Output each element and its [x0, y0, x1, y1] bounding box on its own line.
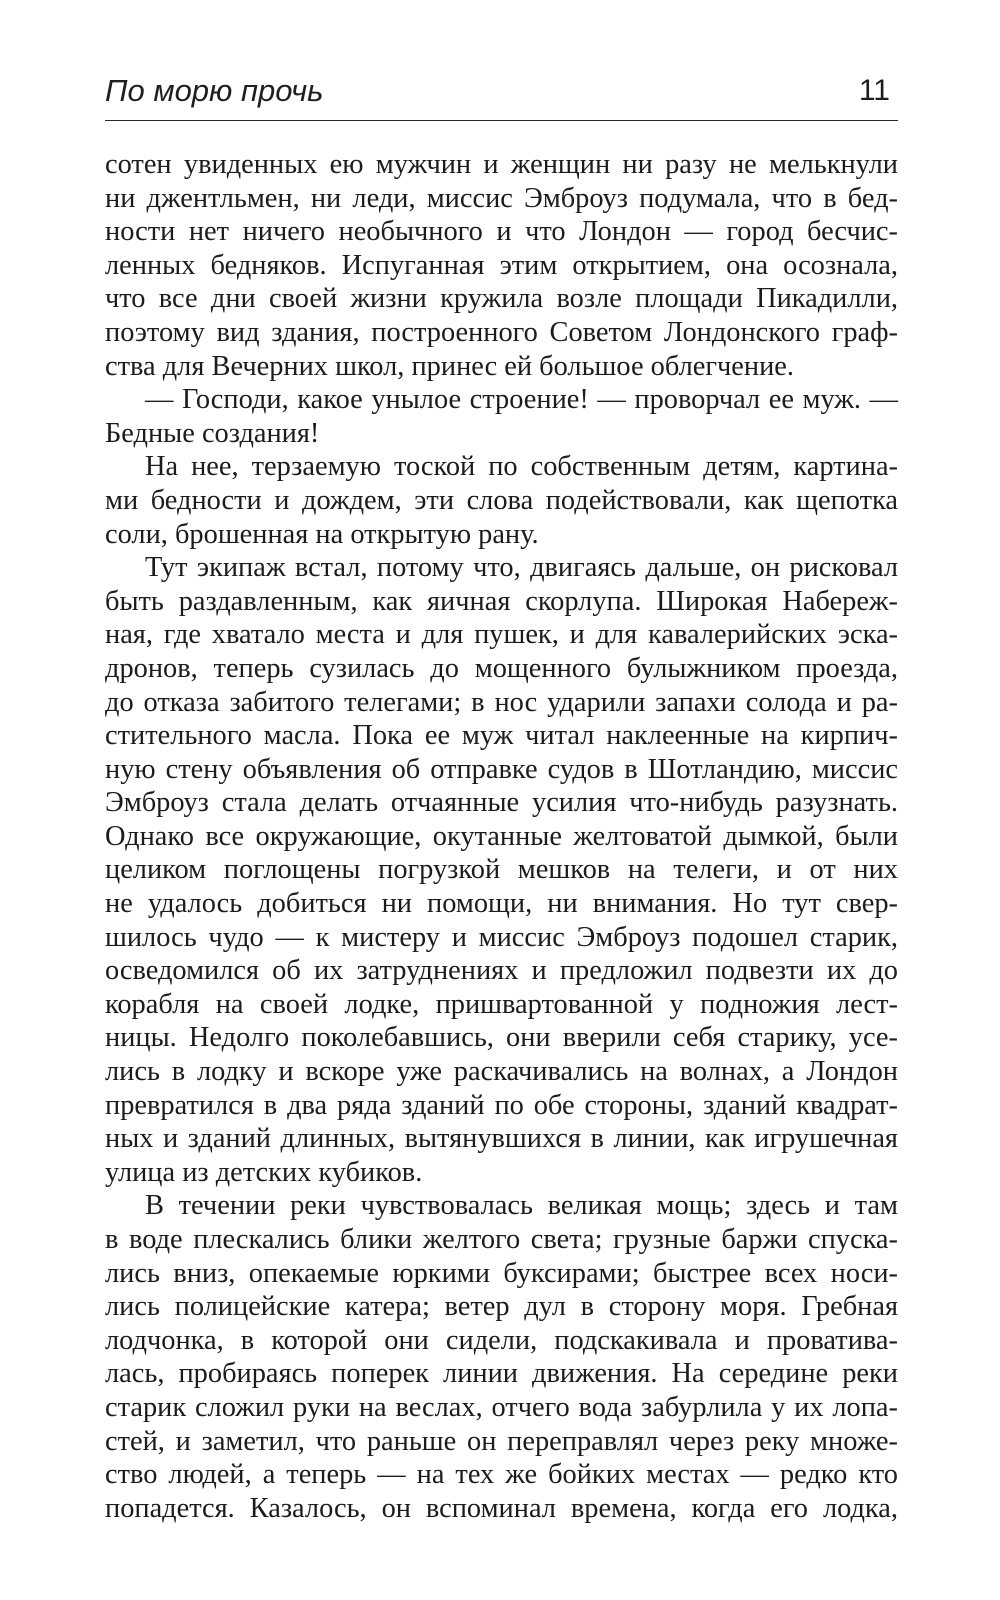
text-line: ности нет ничего необычного и что Лондон — город бесчис- [105, 216, 898, 248]
paragraph [105, 383, 898, 450]
text-line: соли, брошенная на открытую рану. [105, 518, 539, 550]
text-line: старик сложил руки на веслах, отчего вода забурлила у их лопа- [105, 1391, 898, 1423]
text-line: до отказа забитого телегами; в нос ударили запахи солода и ра- [105, 686, 898, 718]
text-line: ми бедности и дождем, эти слова подействовали, как щепотка [105, 484, 898, 516]
text-line: превратился в два ряда зданий по обе стороны, зданий квадрат- [105, 1089, 898, 1121]
text-line: лодчонка, в которой они сидели, подскакивала и проватива- [105, 1324, 898, 1356]
text-line: дронов, теперь сузилась до мощенного булыжником проезда, [105, 652, 898, 684]
text-line: ство людей, а теперь — на тех же бойких местах — редко кто [105, 1459, 898, 1491]
text-line: улица из детских кубиков. [105, 1156, 423, 1188]
text-line: ни джентльмен, ни леди, миссис Эмброуз подумала, что в бед- [105, 182, 898, 214]
text-line: — Господи, какое унылое строение! — проворчал ее муж. — [145, 384, 898, 416]
body-text [105, 148, 898, 1525]
text-line: корабля на своей лодке, пришвартованной у подножия лест- [105, 988, 898, 1020]
text-line: в воде плескались блики желтого света; грузные баржи спуска- [105, 1224, 898, 1255]
text-line: попадется. Казалось, он вспоминал времена, когда его лодка, [105, 1492, 898, 1524]
page-number: 11 [858, 74, 890, 107]
text-line: ных и зданий длинных, вытянувшихся в линии, как игрушечная [105, 1123, 898, 1155]
running-head [105, 68, 898, 121]
text-line: что все дни своей жизни кружила возле площади Пикадилли, [105, 283, 898, 315]
text-line: ства для Вечерних школ, принес ей большое облегчение. [105, 350, 794, 382]
text-line: Эмброуз стала делать отчаянные усилия что-нибудь разузнать. [105, 787, 898, 819]
text-line: лись в лодку и вскоре уже раскачивались на волнах, а Лондон [105, 1056, 898, 1088]
text-line: осведомился об их затруднениях и предложил подвезти их до [105, 955, 898, 987]
text-line: На нее, терзаемую тоской по собственным детям, картина- [145, 451, 898, 483]
text-line: Однако все окружающие, окутанные желтоватой дымкой, были [105, 820, 898, 852]
text-line: лись вниз, опекаемые юркими буксирами; быстрее всех носи- [105, 1257, 898, 1289]
text-line: стительного масла. Пока ее муж читал наклеенные на кирпич- [105, 720, 898, 752]
text-line: В течении реки чувствовалась великая мощь; здесь и там [145, 1190, 898, 1222]
text-line: лись полицейские катера; ветер дул в сторону моря. Гребная [105, 1291, 898, 1323]
running-title: По морю прочь [105, 73, 324, 108]
paragraph [105, 1189, 898, 1525]
text-line: ленных бедняков. Испуганная этим открытием, она осознала, [105, 249, 898, 281]
paragraph [105, 148, 898, 383]
text-line: ную стену объявления об отправке судов в Шотландию, миссис [105, 753, 898, 785]
text-line: ницы. Недолго поколебавшись, они вверили себя старику, усе- [105, 1022, 898, 1054]
text-line: ная, где хватало места и для пушек, и для кавалерийских эска- [105, 619, 898, 651]
text-line: сотен увиденных ею мужчин и женщин ни разу не мелькнули [105, 149, 898, 180]
text-line: лась, пробираясь поперек линии движения. На середине реки [105, 1358, 898, 1390]
paragraph [105, 450, 898, 551]
text-line: целиком поглощены погрузкой мешков на телеги, и от них [105, 854, 898, 886]
text-line: не удалось добиться ни помощи, ни внимания. Но тут свер- [105, 888, 898, 920]
text-line: быть раздавленным, как яичная скорлупа. Широкая Набереж- [105, 585, 898, 617]
paragraph [105, 551, 898, 1189]
text-line: Тут экипаж встал, потому что, двигаясь дальше, он рисковал [145, 552, 898, 584]
text-line: Бедные создания! [105, 417, 320, 449]
text-line: стей, и заметил, что раньше он переправлял через реку множе- [105, 1425, 898, 1457]
text-line: поэтому вид здания, построенного Советом Лондонского граф- [105, 316, 898, 348]
text-line: шилось чудо — к мистеру и миссис Эмброуз подошел старик, [105, 921, 898, 953]
